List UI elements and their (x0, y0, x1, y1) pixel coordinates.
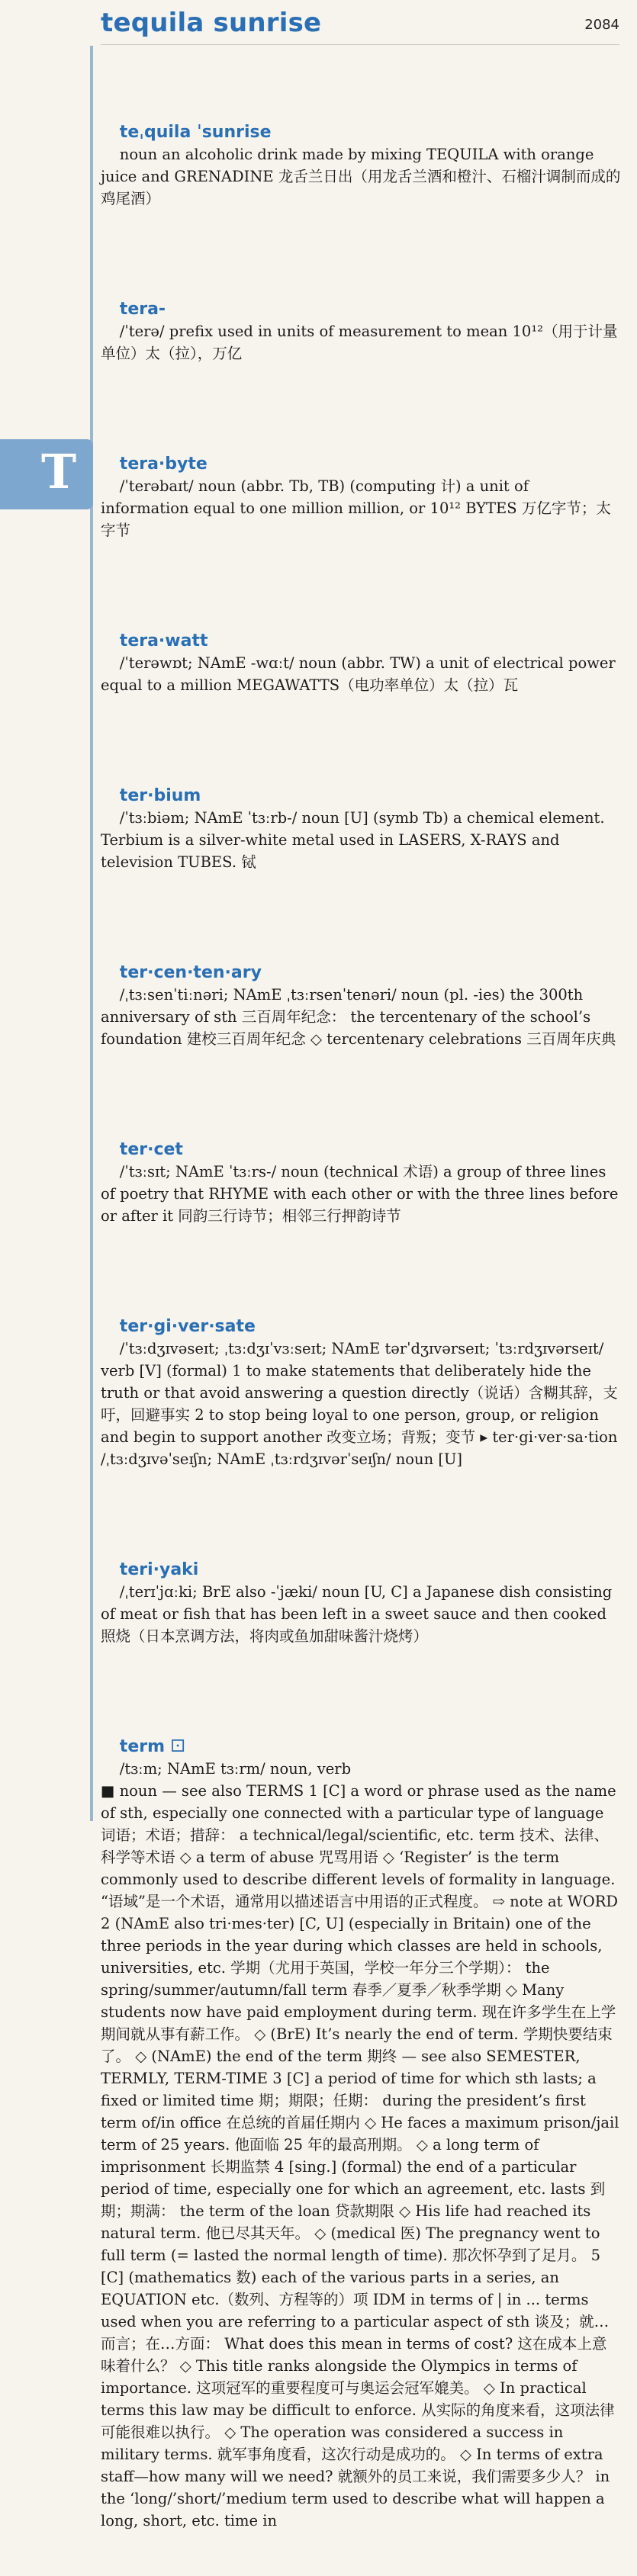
alphabet-tab (0, 439, 93, 509)
headword: ter·cen·ten·ary (119, 963, 262, 982)
headword: teri·yaki (119, 1560, 199, 1579)
entry-body: /ˈterəbaɪt/ noun (abbr. Tb, TB) (computing 计) a unit of information equal to one million million, or 10¹² BYTES 万亿字节；太字节 (101, 477, 611, 539)
entry-teriyaki (101, 1537, 621, 1669)
entry-body: /ˈtɜːsɪt; NAmE ˈtɜːrs-/ noun (technical 术语) a group of three lines of poetry that RHYME with each other or with the three lines before or after it 同韵三行诗节；相邻三行押韵诗节 (101, 1163, 623, 1225)
headword: teˌquila ˈsunrise (119, 123, 272, 142)
headword: ter·cet (119, 1140, 183, 1159)
entry-body: /ˈtɜːbiəm; NAmE ˈtɜːrb-/ noun [U] (symb Tb) a chemical element. Terbium is a silver-white metal used in LASERS, X-RAYS and television TUBES. 铽 (101, 809, 610, 871)
headword: ter·bium (119, 786, 201, 805)
dictionary-text (101, 55, 621, 2576)
header-rule (101, 44, 619, 45)
headword: tera·watt (119, 631, 208, 650)
alphabet-tab-letter: T (41, 444, 77, 499)
entry-body: /tɜːm; NAmE tɜːrm/ noun, verb ■ noun — see also TERMS 1 [C] a word or phrase used as the name of sth, especially one connected with a particular type of language 词语；术语；措辞： a technical/legal/scientific, etc. term 技术、法律、科学等术语 ◇ a term of abuse 咒骂用语 ◇ ‘Register’ is the term commonly used to describe different levels of formality in language. “语域”是一个术语，通常用以描述语言中用语的正式程度。 ⇨ note at WORD 2 (NAmE also tri·mes·ter) [C, U] (especially in Britain) one of the three periods in the year during which classes are held in schools, universities, etc. 学期（尤用于英国，学校一年分三个学期）： the spring/summer/autumn/fall term 春季／夏季／秋季学期 ◇ Many students now have paid employment during term. 现在许多学生在上学期间就从事有薪工作。 ◇ (BrE) It’s nearly the end of term. 学期快要结束了。 ◇ (NAmE) the end of the term 期终 — see also SEMESTER, TERMLY, TERM-TIME 3 [C] a period of time for which sth lasts; a fixed or limited time 期；期限；任期： during the president’s first term of/in office 在总统的首届任期内 ◇ He faces a maximum prison/jail term of 25 years. 他面临 25 年的最高刑期。 ◇ a long term of imprisonment 长期监禁 4 [sing.] (formal) the end of a particular period of time, especially one for which an agreement, etc. lasts 到期；期满： the term of the loan 贷款期限 ◇ His life had reached its natural term. 他已尽其天年。 ◇ (medical 医) The pregnancy went to full term (= lasted the normal length of time). 那次怀孕到了足月。 5 [C] (mathematics 数) each of the various parts in a series, an EQUATION etc.（数列、方程等的）项 IDM in terms of | in ... terms used when you are referring to a particular aspect of sth 谈及；就…而言；在…方面： What does this mean in terms of cost? 这在成本上意味着什么？ ◇ This title ranks alongside the Olympics in terms of importance. 这项冠军的重要程度可与奥运会冠军媲美。 ◇ In practical terms this law may be difficult to enforce. 从实际的角度来看，这项法律可能很难以执行。 ◇ The operation was considered a success in military terms. 就军事角度看，这次行动是成功的。 ◇ In terms of extra staff—how many will we need? 就额外的员工来说，我们需要多少人？ in the ‘long/’short/’medium term used to describe what will happen a long, short, etc. time in (101, 1760, 619, 2529)
entry-body: /ˌtɜːsenˈtiːnəri; NAmE ˌtɜːrsenˈtenəri/ noun (pl. -ies) the 300th anniversary of sth 三百周年纪念： the tercentenary of the school’s foundation 建校三百周年纪念 ◇ tercentenary celebrations 三百周年庆典 (101, 986, 616, 1048)
entry-tercet (101, 1116, 621, 1249)
entry-terbium (101, 763, 621, 895)
entry-tera (101, 276, 621, 387)
page-header (101, 8, 619, 41)
entry-body: /ˌterɪˈjɑːki; BrE also -ˈjæki/ noun [U, C] a Japanese dish consisting of meat or fish that has been left in a sweet sauce and then cooked 照烧（日本烹调方法，将肉或鱼加甜味酱汁烧烤） (101, 1583, 617, 1645)
entry-tequila-sunrise (101, 99, 621, 232)
entry-tercentenary (101, 940, 621, 1072)
entry-body: noun an alcoholic drink made by mixing TEQUILA with orange juice and GRENADINE 龙舌兰日出（用龙舌兰酒和橙汁、石榴汁调制而成的鸡尾酒） (101, 146, 621, 207)
headword: tera·byte (119, 454, 208, 474)
entry-body: /ˈtɜːdʒɪvəseɪt; ˌtɜːdʒɪˈvɜːseɪt; NAmE tərˈdʒɪvərseɪt; ˈtɜːrdʒɪvərseɪt/ verb [V] (formal) 1 to make statements that deliberately hide the truth or that avoid answering a question directly（说话）含糊其辞，支吁，回避事实 2 to stop being loyal to one person, group, or religion and begin to support another 改变立场；背叛；变节 ▸ ter·gi·ver·sa·tion /ˌtɜːdʒɪvəˈseɪʃn; NAmE ˌtɜːrdʒɪvərˈseɪʃn/ noun [U] (101, 1340, 623, 1468)
entry-term (101, 1714, 621, 2554)
entry-tergiversate (101, 1293, 621, 1492)
entry-body: /ˈterəwɒt; NAmE -wɑːt/ noun (abbr. TW) a unit of electrical power equal to a million MEGAWATTS（电功率单位）太（拉）瓦 (101, 654, 620, 694)
left-vertical-rule (90, 46, 93, 1821)
headword: ter·gi·ver·sate (119, 1317, 256, 1336)
headword: term ⚀ (119, 1737, 185, 1756)
page-number: 2084 (584, 17, 619, 33)
entry-body: /ˈterə/ prefix used in units of measurement to mean 10¹²（用于计量单位）太（拉），万亿 (101, 323, 618, 362)
entry-terabyte (101, 431, 621, 564)
header-guide-word: tequila sunrise (101, 8, 322, 38)
headword: tera- (119, 300, 166, 319)
entry-terawatt (101, 608, 621, 718)
